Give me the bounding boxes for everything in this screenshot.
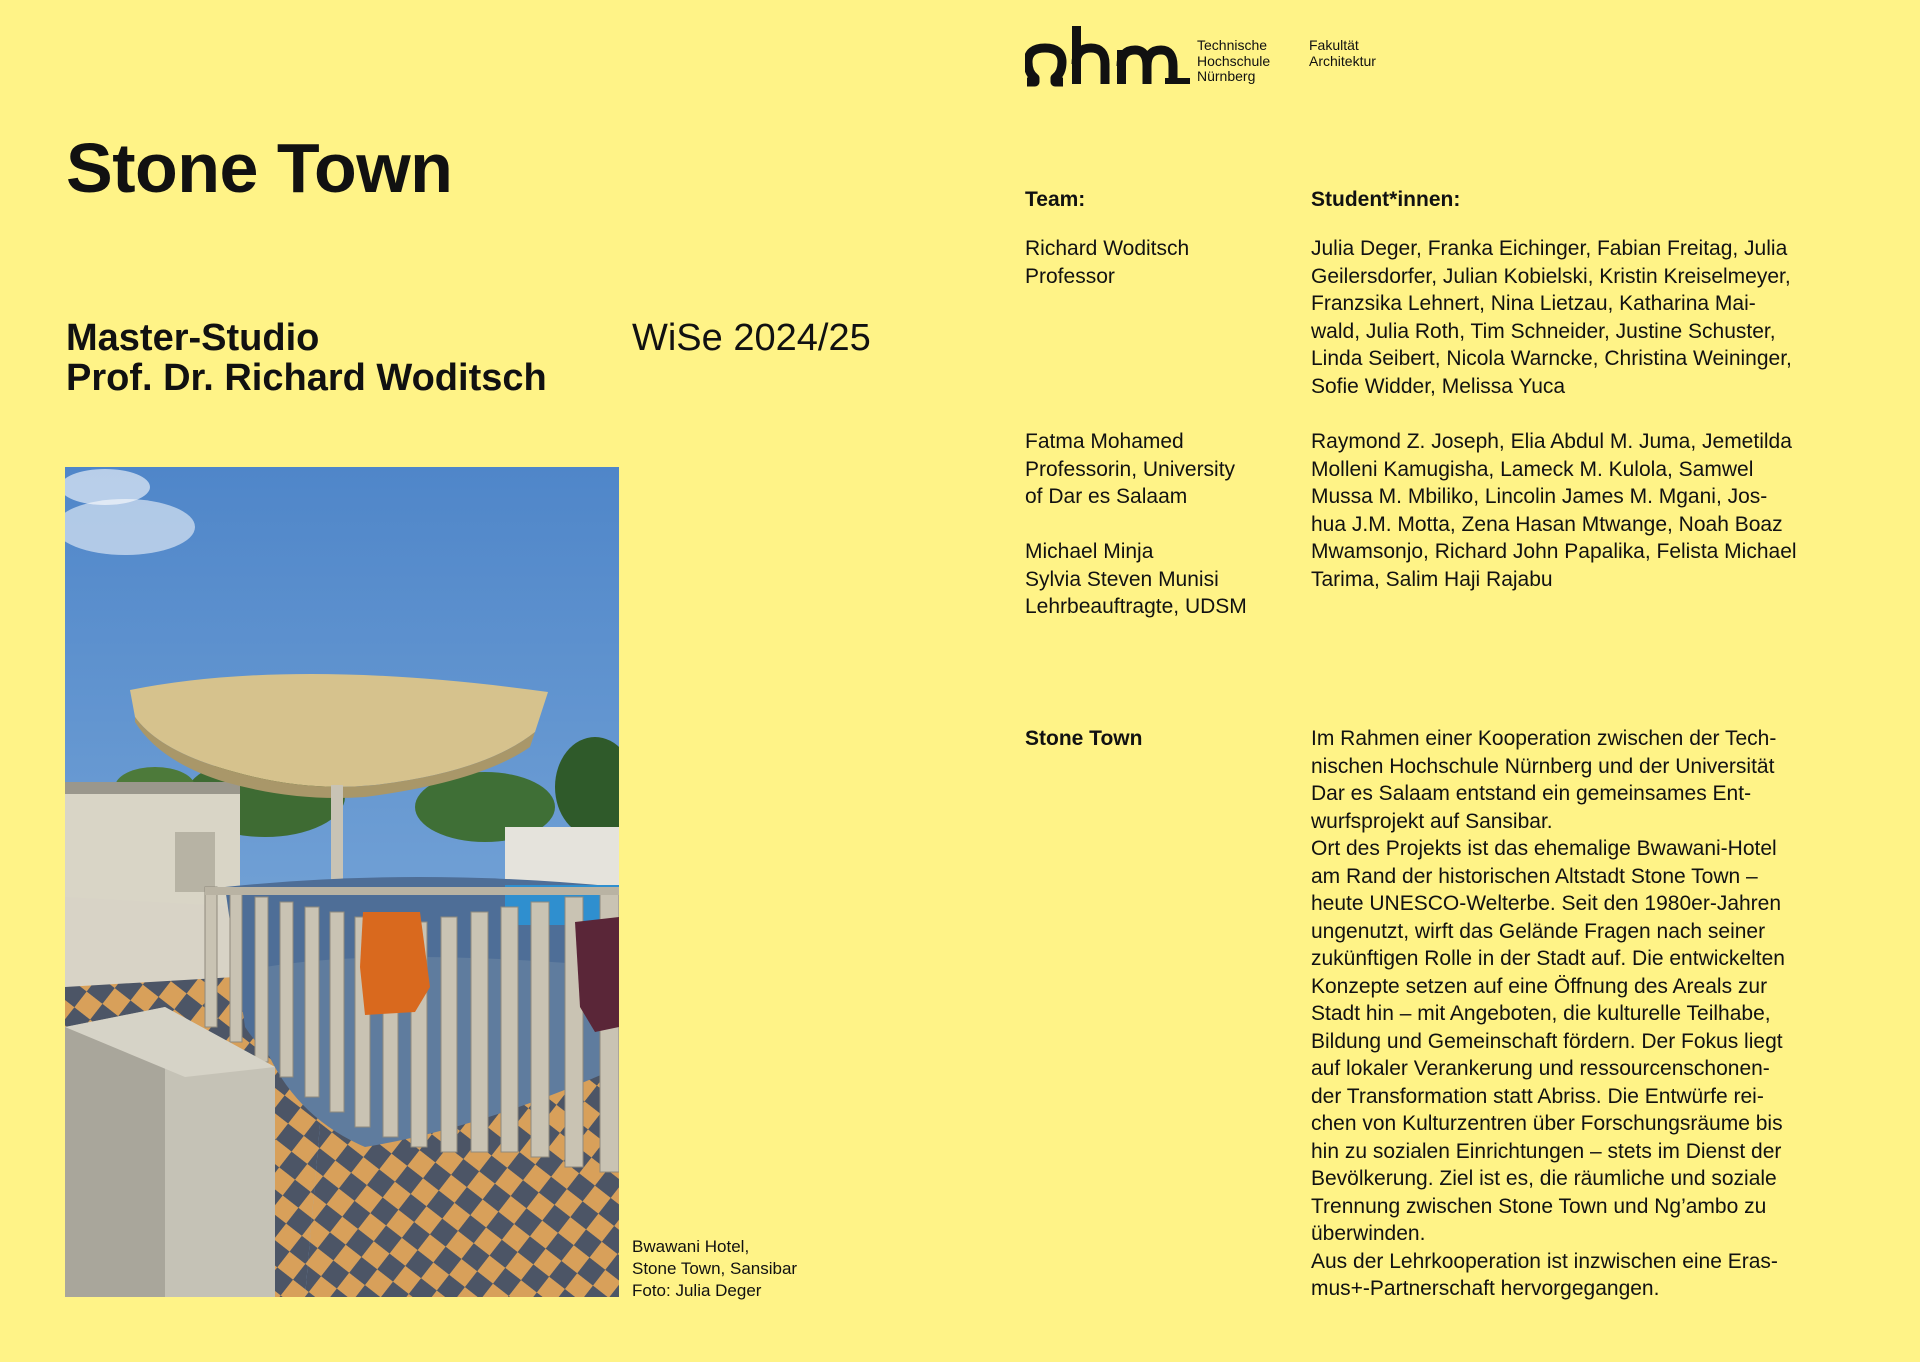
project-description xyxy=(1311,725,1891,1303)
caption-line: Foto: Julia Deger xyxy=(632,1281,762,1300)
team-line: Sylvia Steven Munisi xyxy=(1025,567,1219,591)
project-line: hin zu sozialen Einrichtungen – stets im Dienst der xyxy=(1311,1139,1782,1163)
faculty-name xyxy=(1309,38,1376,69)
page-title: Stone Town xyxy=(66,129,453,207)
students-line: wald, Julia Roth, Tim Schneider, Justine Schuster, xyxy=(1311,319,1776,343)
institution-line: Hochschule xyxy=(1197,52,1271,69)
semester-label: WiSe 2024/25 xyxy=(632,317,871,359)
students-heading: Student*innen: xyxy=(1311,188,1461,211)
project-line: auf lokaler Verankerung und ressourcenschonen- xyxy=(1311,1057,1770,1080)
team-line: Richard Woditsch xyxy=(1025,237,1190,260)
students-line: Mussa M. Mbiliko, Lincolin James M. Mgani, Jos- xyxy=(1311,485,1768,508)
project-line: Ort des Projekts ist das ehemalige Bwawani-Hotel xyxy=(1311,837,1777,860)
team-members-udsm xyxy=(1025,538,1295,621)
project-line: der Transformation statt Abriss. Die Entwürfe rei- xyxy=(1311,1084,1764,1108)
institution-line: Nürnberg xyxy=(1197,68,1256,84)
students-line: Mwamsonjo, Richard John Papalika, Felista Michael xyxy=(1311,540,1797,563)
studio-line-2: Prof. Dr. Richard Woditsch xyxy=(66,357,547,399)
project-line: Aus der Lehrkooperation ist inzwischen eine Eras- xyxy=(1311,1249,1778,1273)
students-line: Molleni Kamugisha, Lameck M. Kulola, Samwel xyxy=(1311,457,1754,481)
ohm-logo xyxy=(1025,22,1190,88)
project-line: heute UNESCO-Welterbe. Seit den 1980er-Jahren xyxy=(1311,892,1782,915)
project-line: überwinden. xyxy=(1311,1222,1426,1245)
students-line: Tarima, Salim Haji Rajabu xyxy=(1311,567,1553,591)
team-line: Michael Minja xyxy=(1025,540,1154,563)
team-member-woditsch xyxy=(1025,235,1295,290)
photo-illustration xyxy=(65,467,619,1297)
institution-name xyxy=(1197,38,1270,85)
project-line: Konzepte setzen auf eine Öffnung des Areals zur xyxy=(1311,974,1768,998)
faculty-line: Architektur xyxy=(1309,52,1376,69)
project-line: zukünftigen Rolle in der Stadt auf. Die entwickelten xyxy=(1311,947,1785,970)
project-line: Dar es Salaam entstand ein gemeinsames Ent- xyxy=(1311,782,1752,805)
project-heading: Stone Town xyxy=(1025,727,1143,750)
students-line: Raymond Z. Joseph, Elia Abdul M. Juma, Jemetilda xyxy=(1311,430,1792,453)
team-heading: Team: xyxy=(1025,188,1086,211)
students-group-dar-es-salaam xyxy=(1311,428,1891,593)
project-line: Stadt hin – mit Angeboten, die kulturelle Teilhabe, xyxy=(1311,1002,1771,1025)
team-member-mohamed xyxy=(1025,428,1295,511)
photo-bwawani-hotel xyxy=(65,467,619,1297)
team-line: Professorin, University xyxy=(1025,457,1236,481)
faculty-line: Fakultät xyxy=(1309,37,1359,53)
team-line: Fatma Mohamed xyxy=(1025,430,1184,453)
project-line: am Rand der historischen Altstadt Stone Town – xyxy=(1311,864,1758,888)
project-line: mus+-Partnerschaft hervorgegangen. xyxy=(1311,1277,1660,1300)
project-line: chen von Kulturzentren über Forschungsräume bis xyxy=(1311,1112,1783,1135)
project-line: Bevölkerung. Ziel ist es, die räumliche und soziale xyxy=(1311,1167,1777,1190)
project-line: ungenutzt, wirft das Gelände Fragen nach seiner xyxy=(1311,919,1766,943)
institution-line: Technische xyxy=(1197,37,1268,53)
team-line: of Dar es Salaam xyxy=(1025,485,1188,508)
caption-line: Stone Town, Sansibar xyxy=(632,1259,798,1278)
students-line: hua J.M. Motta, Zena Hasan Mtwange, Noah Boaz xyxy=(1311,512,1783,536)
students-line: Geilersdorfer, Julian Kobielski, Kristin Kreiselmeyer, xyxy=(1311,264,1791,288)
team-line: Professor xyxy=(1025,264,1115,288)
project-line: Im Rahmen einer Kooperation zwischen der Tech- xyxy=(1311,727,1777,750)
students-line: Julia Deger, Franka Eichinger, Fabian Freitag, Julia xyxy=(1311,237,1788,260)
ohm-wordmark xyxy=(1025,22,1190,88)
photo-caption xyxy=(632,1236,797,1302)
students-line: Franzsika Lehnert, Nina Lietzau, Katharina Mai- xyxy=(1311,292,1756,315)
studio-line-1: Master-Studio xyxy=(66,317,320,359)
project-line: Bildung und Gemeinschaft fördern. Der Fokus liegt xyxy=(1311,1029,1783,1053)
students-line: Linda Seibert, Nicola Warncke, Christina Weininger, xyxy=(1311,347,1792,370)
project-line: Trennung zwischen Stone Town und Ng’ambo zu xyxy=(1311,1194,1767,1218)
studio-heading xyxy=(66,318,547,398)
caption-line: Bwawani Hotel, xyxy=(632,1237,750,1256)
project-line: nischen Hochschule Nürnberg und der Universität xyxy=(1311,754,1775,778)
project-line: wurfsprojekt auf Sansibar. xyxy=(1311,809,1553,833)
students-line: Sofie Widder, Melissa Yuca xyxy=(1311,374,1566,398)
students-group-nuernberg xyxy=(1311,235,1891,400)
team-line: Lehrbeauftragte, UDSM xyxy=(1025,595,1247,618)
